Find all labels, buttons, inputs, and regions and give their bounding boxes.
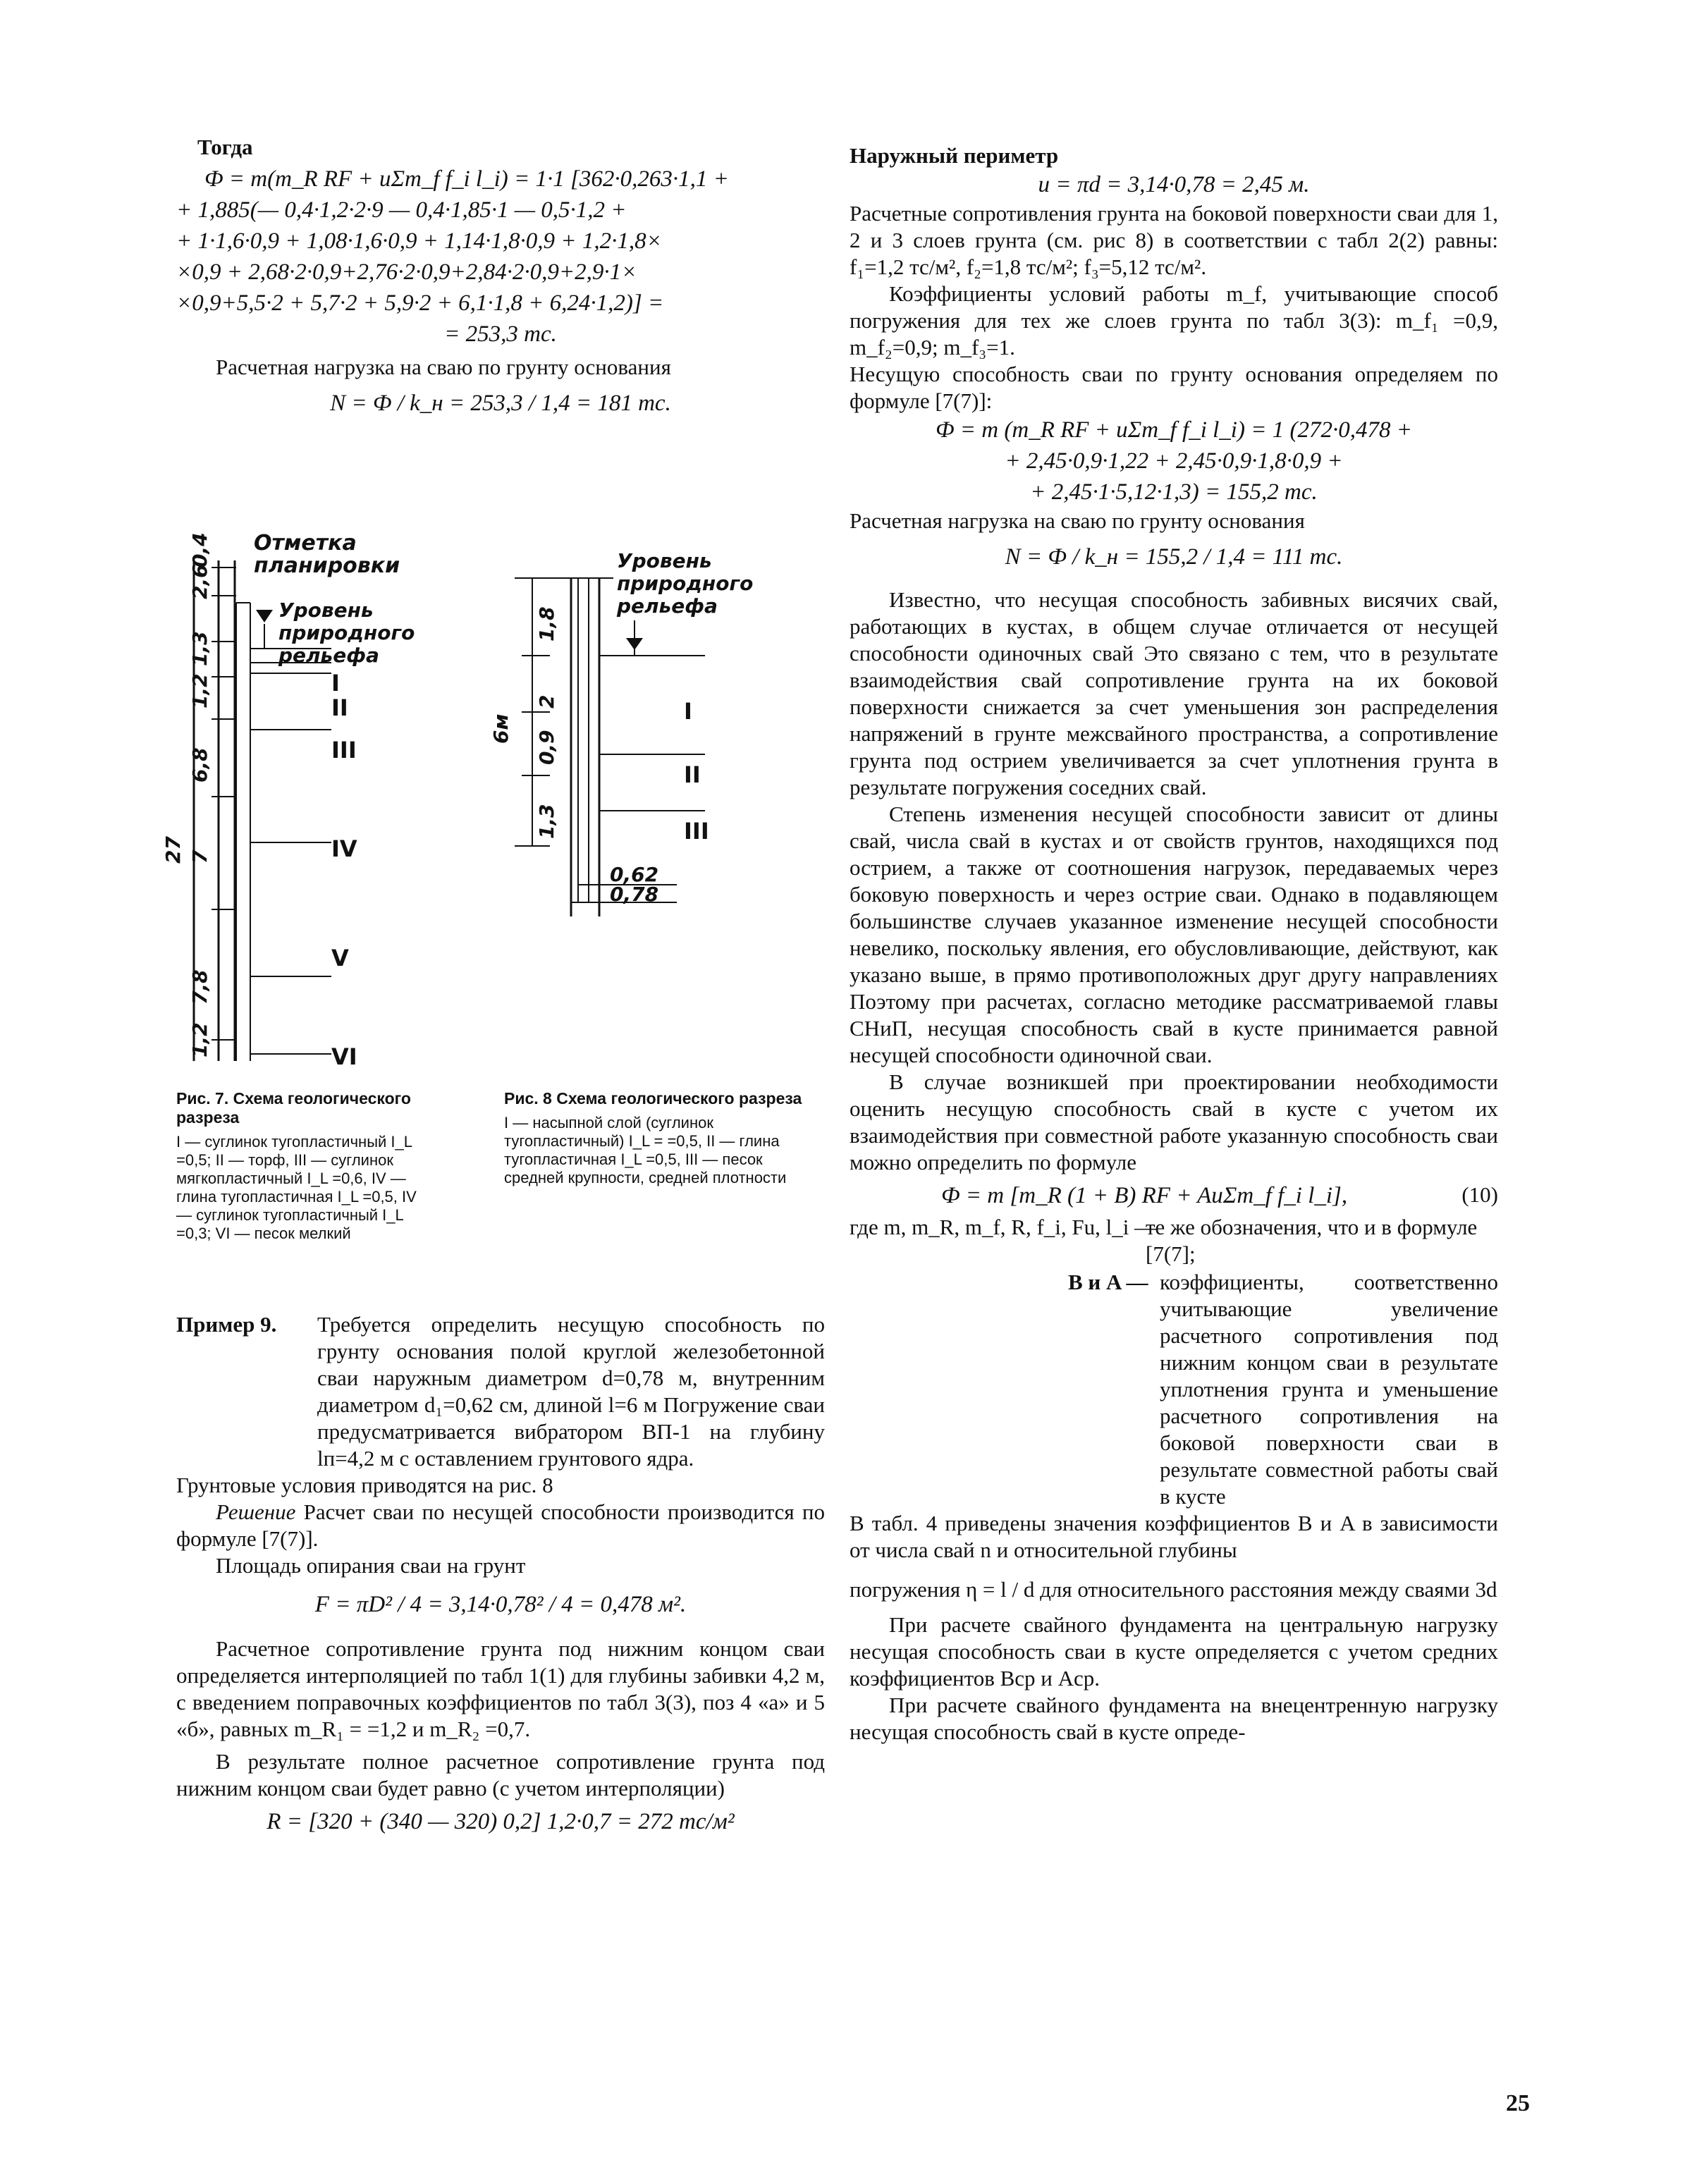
solution	[176, 1499, 825, 1552]
formula-2	[850, 415, 1498, 508]
result-text: В результате полное расчетное сопротивление грунта под нижним концом сваи будет равно (с учетом интерполяции)	[176, 1749, 825, 1800]
fig8-caption-text: I — насыпной слой (суглинок тугопластичный) I_L = =0,5, II — глина тугопластичная I_L =0,5, III — песок средней крупности, средней плотности	[504, 1114, 787, 1186]
formula-line: + 1·1,6·0,9 + 1,08·1,6·0,9 + 1,14·1,8·0,9 + 1,2·1,8×	[176, 228, 662, 254]
fig7-layer: V	[331, 945, 349, 971]
fig7-label-mark: Отметка планировки	[254, 531, 400, 578]
soil-conditions: Грунтовые условия приводятся на рис. 8	[176, 1473, 553, 1497]
area-text: Площадь опирания сваи на грунт	[216, 1553, 526, 1578]
solution-text: Расчет сваи по несущей способности производится по формуле [7(7)].	[176, 1499, 826, 1551]
fig7-dim: 1,2	[188, 1022, 212, 1057]
formula-line: = 253,3 тс.	[444, 321, 557, 347]
left-column	[176, 134, 825, 419]
BA-row	[850, 1269, 1498, 1510]
fig7-dim: 0,4	[188, 532, 212, 568]
formula-line: + 1,885(— 0,4·1,2·2·9 — 0,4·1,85·1 — 0,5·1,2 +	[176, 197, 627, 223]
fig7-dim: 1,3	[188, 631, 212, 666]
where-row	[850, 1214, 1498, 1268]
area-formula: F = πD² / 4 = 3,14·0,78² / 4 = 0,478 м².	[314, 1592, 687, 1617]
para-4a: В табл. 4 приведены значения коэффициентов B и A в зависимости от числа свай n и относительной глубины	[850, 1511, 1498, 1562]
para-3: В случае возникшей при проектировании необходимости оценить несущую способность свай в кусте с учетом их взаимодействия при совместной работе указанную способность сваи можно определить по формуле	[850, 1069, 1498, 1174]
formula-line: ×0,9 + 2,68·2·0,9+2,76·2·0,9+2,84·2·0,9+2,9·1×	[176, 259, 637, 285]
fig8-label-relief: Уровень природного рельефа	[617, 549, 754, 618]
para-2: Степень изменения несущей способности зависит от длины свай, числа свай в кустах и от свойств грунтов, находящихся под острием, а также от соотношения нагрузок, передаваемых через боковую поверхность и через острие сваи. Однако в подавляющем большинстве случаев указанное изменение несущей способности невелико, поскольку явления, его обусловливающие, действуют, как указано выше, в прямо противоположных друг другу направлениях Поэтому при расчетах, согласно методике рассматриваемой главы СНиП, несущая способность свай в кусте принимается равной несущей способности одиночной сваи.	[850, 802, 1498, 1067]
load-formula: N = Ф / k_н = 253,3 / 1,4 = 181 тс.	[330, 391, 671, 416]
load-text-right: Расчетная нагрузка на сваю по грунту основания	[850, 508, 1305, 533]
para-6: При расчете свайного фундамента на внецентренную нагрузку несущая способность свай в кусте опреде-	[850, 1693, 1498, 1744]
fig8-dim: 0,9	[535, 730, 558, 765]
where-text: те же обозначения, что и в формуле [7(7];	[1146, 1215, 1478, 1266]
left-lower	[176, 1311, 825, 1837]
example-9	[176, 1311, 825, 1472]
formula-10	[850, 1179, 1498, 1214]
resistance-text: Расчетное сопротивление грунта под нижним концом сваи определяется интерполяцией по табл 1(1) для глубины забивки 4,2 м, с введением поправочных коэффициентов по табл 3(3), поз 4 «а» и 5 «б», равных m_R₁ = =1,2 и m_R₂ =0,7.	[176, 1636, 825, 1741]
BA-text: коэффициенты, соответственно учитывающие увеличение расчетного сопротивления под нижним концом сваи в результате уплотнения грунта и уменьшение расчетного сопротивления на боковой поверхности сваи в результате совместной работы свай в кусте	[1160, 1270, 1498, 1509]
fig8-dim: 1,8	[535, 606, 558, 642]
where-label: где m, m_R, m_f, R, f_i, Fu, l_i —	[850, 1215, 1157, 1239]
fig8-layer: I	[684, 698, 692, 725]
formula-line: + 2,45·1·5,12·1,3) = 155,2 тс.	[1030, 479, 1318, 505]
formula-10-body: Ф = m [m_R (1 + B) RF + AuΣm_f f_i l_i],	[941, 1183, 1348, 1208]
fig8-dim-total: 6м	[489, 713, 513, 744]
fig7-label-relief: Уровень природного рельефа	[278, 599, 415, 667]
para-5: При расчете свайного фундамента на центральную нагрузку несущая способность сваи в кусте определяется с учетом средних коэффициентов Bср и Aср.	[850, 1612, 1498, 1691]
fig7-dim: 7,8	[188, 969, 212, 1005]
R-formula: R = [320 + (340 — 320) 0,2] 1,2·0,7 = 272 тс/м²	[266, 1809, 735, 1834]
fig7-layer: II	[331, 694, 348, 721]
fig8-caption	[504, 1089, 807, 1187]
fig8-dim: 1,3	[535, 804, 558, 839]
para-4b: погружения η = l / d для относительного расстояния между сваями 3d	[850, 1577, 1497, 1602]
formula-1	[176, 164, 825, 350]
fig7-caption-title: Рис. 7. Схема геологического разреза	[176, 1089, 411, 1127]
fig7-dim: 6,8	[188, 747, 212, 783]
example-text: Требуется определить несущую способность по грунту основания полой круглой железобетонной сваи наружным диаметром d=0,78 м, внутренним диаметром d₁=0,62 см, длиной l=6 м Погружение сваи предусматривается вибратором ВП-1 на глубину lп=4,2 м с оставлением грунтового ядра.	[317, 1312, 825, 1471]
load-formula-right: N = Ф / k_н = 155,2 / 1,4 = 111 тс.	[1005, 544, 1343, 570]
fig7-dim-total: 27	[161, 836, 185, 864]
fig7-layer: VI	[331, 1043, 357, 1070]
solution-label: Решение	[216, 1499, 296, 1524]
then-label: Тогда	[197, 135, 253, 159]
figure-7	[152, 525, 434, 1089]
fig8-dim: 2	[535, 694, 558, 708]
fig7-dim: 7	[188, 849, 212, 864]
para-1: Известно, что несущая способность забивных висячих свай, работающих в кустах, в общем случае отличается от несущей способности одиночных свай Это связано с тем, что в результате взаимодействия свай сопротивление грунта на их боковой поверхности снижается за счет уменьшения зон распределения напряжений в грунте межсвайного пространства, а сопротивление грунта под острием увеличивается за счет уплотнения грунта в результате погружения соседних свай.	[850, 587, 1498, 799]
capacity-text: Несущую способность сваи по грунту основания определяем по формуле [7(7)]:	[850, 362, 1498, 413]
page-number: 25	[1506, 2090, 1530, 2116]
figure-8	[472, 550, 839, 931]
where-block	[850, 1214, 1498, 1510]
fig8-layer: III	[684, 818, 709, 845]
fig8-dim: 0,78	[610, 883, 659, 906]
perimeter-formula: u = πd = 3,14·0,78 = 2,45 м.	[1038, 172, 1310, 197]
coef-text: Коэффициенты условий работы m_f, учитывающие способ погружения для тех же слоев грунта по табл 3(3): m_f₁ =0,9, m_f₂=0,9; m_f₃=1.	[850, 281, 1498, 360]
BA-label: B и A —	[1068, 1270, 1148, 1294]
fig7-layer: I	[331, 670, 340, 697]
formula-line: + 2,45·0,9·1,22 + 2,45·0,9·1,8·0,9 +	[1005, 448, 1343, 474]
fig8-caption-title: Рис. 8 Схема геологического разреза	[504, 1089, 802, 1108]
formula-line: Ф = m(m_R RF + uΣm_f f_i l_i) = 1·1 [362·0,263·1,1 +	[204, 166, 729, 192]
fig8-layer: II	[684, 761, 701, 788]
fig7-caption	[176, 1089, 430, 1243]
right-column	[850, 134, 1498, 1746]
fig7-caption-text: I — суглинок тугопластичный I_L =0,5; II — торф, III — суглинок мягкопластичный I_L =0,6, IV — глина тугопластичная I_L =0,5, IV— суглинок тугопластичный I_L =0,3; VI — песок мелкий	[176, 1133, 417, 1242]
fig7-dim: 1,2	[188, 673, 212, 708]
formula-line: Ф = m (m_R RF + uΣm_f f_i l_i) = 1 (272·0,478 +	[935, 417, 1412, 443]
formula-10-number: (10)	[1461, 1182, 1498, 1207]
side-resist-text: Расчетные сопротивления грунта на боковой поверхности сваи для 1, 2 и 3 слоев грунта (см. рис 8) в соответствии с табл 2(2) равны: f₁=1,2 тс/м², f₂=1,8 тс/м²; f₃=5,12 тс/м².	[850, 201, 1498, 279]
perimeter-title: Наружный периметр	[850, 143, 1059, 168]
example-label: Пример 9.	[176, 1312, 277, 1337]
fig7-dim: 2,6	[188, 564, 212, 599]
load-text: Расчетная нагрузка на сваю по грунту основания	[216, 355, 671, 379]
formula-line: ×0,9+5,5·2 + 5,7·2 + 5,9·2 + 6,1·1,8 + 6,24·1,2)] =	[176, 290, 664, 316]
fig7-layer: IV	[331, 835, 357, 862]
fig8-dim: 0,62	[610, 863, 659, 886]
fig7-layer: III	[331, 737, 357, 763]
